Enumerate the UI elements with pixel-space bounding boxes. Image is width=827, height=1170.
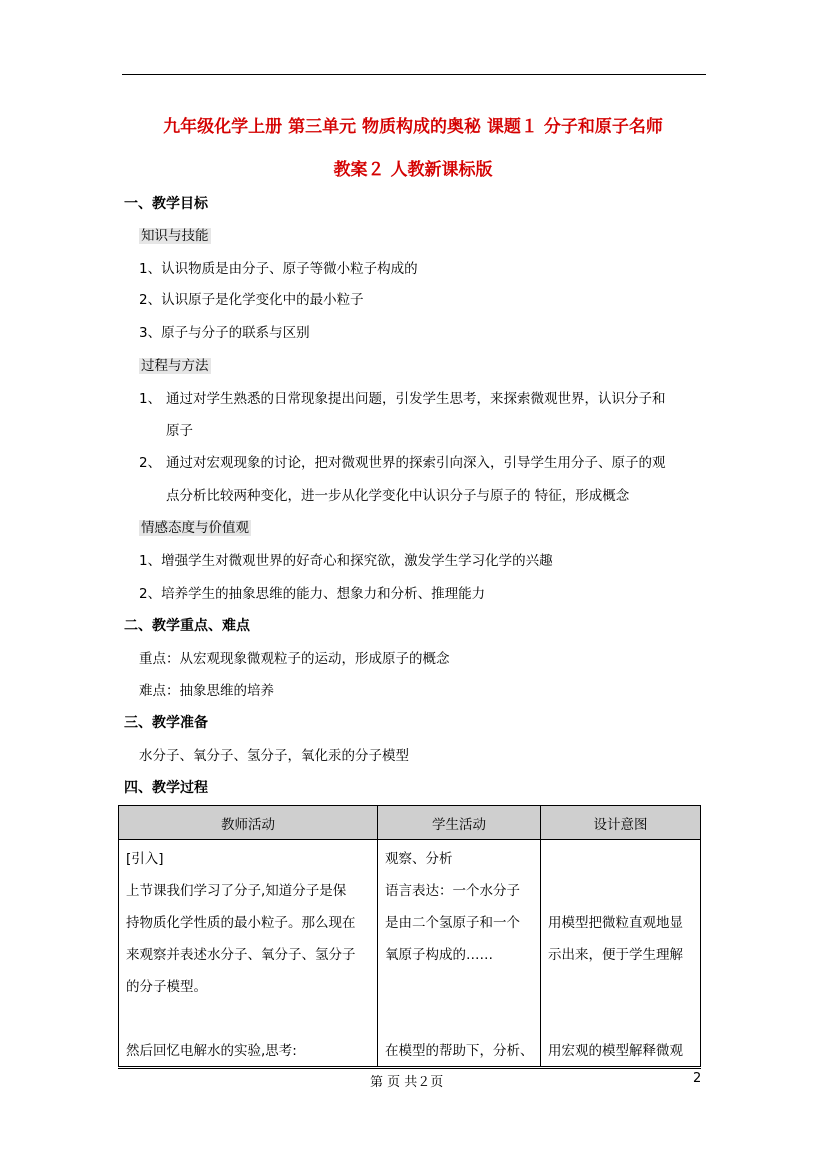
design-line: 用宏观的模型解释微观 [548, 1043, 683, 1059]
process-item-2-num: 2、 [139, 455, 162, 471]
process-item-1-num: 1、 [139, 391, 162, 407]
page-label: 第 页 共２页 [370, 1075, 444, 1090]
header-rule [122, 74, 706, 75]
student-line: 语言表达：一个水分子 [385, 883, 520, 899]
table-header-design: 设计意图 [541, 806, 701, 840]
process-item-2-line1: 通过对宏观现象的讨论，把对微观世界的探索引向深入，引导学生用分子、原子的观 [166, 455, 666, 471]
emotion-item-1: 1、增强学生对微观世界的好奇心和探究欲，激发学生学习化学的兴趣 [139, 553, 553, 569]
teacher-line: 持物质化学性质的最小粒子。那么现在 [126, 915, 356, 931]
design-line: 示出来，便于学生理解 [548, 947, 683, 963]
emotion-item-2: 2、培养学生的抽象思维的能力、想象力和分析、推理能力 [139, 586, 486, 602]
teacher-line: 来观察并表述水分子、氧分子、氢分子 [126, 947, 356, 963]
process-item-1-line1: 通过对学生熟悉的日常现象提出问题，引发学生思考，来探索微观世界，认识分子和 [166, 391, 666, 407]
teaching-process-table [118, 805, 701, 1067]
teacher-line: 上节课我们学习了分子,知道分子是保 [126, 883, 347, 899]
preparation-text: 水分子、氧分子、氢分子，氧化汞的分子模型 [139, 748, 409, 764]
knowledge-item-1: 1、认识物质是由分子、原子等微小粒子构成的 [139, 261, 418, 277]
section-heading-keypoints: 二、教学重点、难点 [124, 618, 250, 634]
section-heading-process: 四、教学过程 [124, 780, 208, 796]
teacher-activity-cell [119, 840, 378, 1067]
key-point: 重点：从宏观现象微观粒子的运动，形成原子的概念 [139, 651, 450, 667]
subheading-knowledge: 知识与技能 [141, 228, 209, 244]
student-line: 在模型的帮助下，分析、 [385, 1043, 534, 1059]
student-line: 是由二个氢原子和一个 [385, 915, 520, 931]
subheading-emotion: 情感态度与价值观 [141, 520, 249, 536]
subheading-process: 过程与方法 [141, 358, 209, 374]
table-row [119, 840, 701, 1067]
teacher-line: 然后回忆电解水的实验,思考: [126, 1043, 297, 1059]
doc-title-line2: 教案２ 人教新课标版 [333, 160, 493, 180]
teacher-line: 的分子模型。 [126, 979, 207, 995]
page-number: 2 [693, 1071, 702, 1086]
knowledge-item-2: 2、认识原子是化学变化中的最小粒子 [139, 292, 364, 308]
knowledge-item-3: 3、原子与分子的联系与区别 [139, 325, 310, 341]
table-header-student: 学生活动 [378, 806, 541, 840]
process-item-1-line2: 原子 [166, 423, 193, 439]
teacher-line: [引入] [126, 851, 164, 867]
design-intent-cell [541, 840, 701, 1067]
student-line: 氧原子构成的…… [385, 947, 493, 963]
table-header-teacher: 教师活动 [119, 806, 378, 840]
student-line: 观察、分析 [385, 851, 453, 867]
section-heading-preparation: 三、教学准备 [124, 715, 208, 731]
doc-title-line1: 九年级化学上册 第三单元 物质构成的奥秘 课题１ 分子和原子名师 [163, 117, 663, 137]
student-activity-cell [378, 840, 541, 1067]
footer-rule [118, 1068, 701, 1069]
process-item-2-line2: 点分析比较两种变化，进一步从化学变化中认识分子与原子的 特征，形成概念 [166, 488, 630, 504]
design-line: 用模型把微粒直观地显 [548, 915, 683, 931]
difficult-point: 难点：抽象思维的培养 [139, 683, 274, 699]
section-heading-goals: 一、教学目标 [124, 196, 208, 212]
